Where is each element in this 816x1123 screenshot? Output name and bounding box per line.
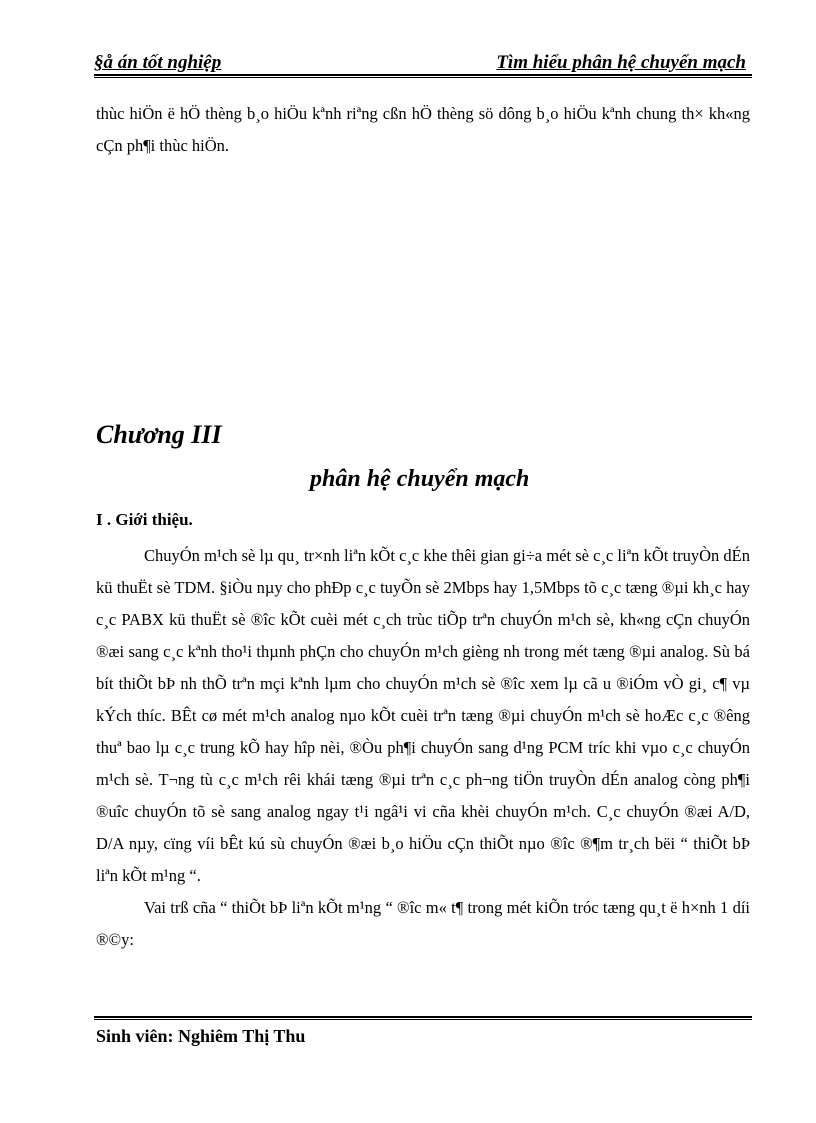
page-header [94,52,752,76]
body-paragraph-1: ChuyÓn m¹ch sè lµ qu¸ tr×nh liªn kÕt c¸c khe thêi gian gi÷a mét sè c¸c liªn kÕt truyÒn dÉn kü thuËt sè TDM. §iÒu nµy cho phÐp c¸c tuyÕn sè 2Mbps hay 1,5Mbps tõ c¸c tæng ®µi kh¸c hay c¸c PABX kü thuËt sè ®îc kÕt cuèi mét c¸ch trùc tiÕp trªn chuyÓn m¹ch sè, kh«ng cÇn chuyÓn ®æi sang c¸c kªnh tho¹i thµnh phÇn cho chuyÓn m¹ch gièng nh trong mét tæng ®µi analog. Sù bá bít thiÕt bÞ nh thÕ trªn mçi kªnh lµm cho chuyÓn m¹ch sè ®îc xem lµ cã u ®iÓm vÒ gi¸ c¶ vµ kÝch thíc. BÊt cø mét m¹ch analog nµo kÕt cuèi trªn tæng ®µi chuyÓn m¹ch sè hoÆc c¸c ®êng thuª bao lµ c¸c trung kÕ hay hîp nèi, ®Òu ph¶i chuyÓn sang d¹ng PCM tríc khi vµo c¸c chuyÓn m¹ch sè. T¬ng tù c¸c m¹ch rêi khái tæng ®µi trªn c¸c ph¬ng tiÖn truyÒn dÉn analog còng ph¶i ®uîc chuyÓn tõ sè sang analog ngay t¹i ngâ¹i vi cña khèi chuyÓn m¹ch. C¸c chuyÓn ®æi A/D, D/A nµy, cïng víi bÊt kú sù chuyÓn ®æi b¸o hiÖu cÇn thiÕt nµo ®îc ®¶m tr¸ch bëi “ thiÕt bÞ liªn kÕt m¹ng “. [96,546,750,885]
header-topic-title: Tìm hiểu phân hệ chuyển mạch [496,52,746,73]
footer-student-name: Sinh viên: Nghiêm Thị Thu [96,1026,306,1046]
header-divider [94,74,752,78]
chapter-title: Chương III [96,420,222,449]
section-heading: I . Giới thiệu. [96,510,193,529]
header-thesis-title: §å án tốt nghiệp [94,52,222,73]
section-body [96,540,750,956]
intro-paragraph: thùc hiÖn ë hÖ thèng b¸o hiÖu kªnh riªng cßn hÖ thèng sö dông b¸o hiÖu kªnh chung th× kh«ng cÇn ph¶i thùc hiÖn. [96,104,750,155]
chapter-subtitle: phân hệ chuyển mạch [310,466,530,492]
footer-divider [94,1016,752,1020]
body-paragraph-2: Vai trß cña “ thiÕt bÞ liªn kÕt m¹ng “ ®îc m« t¶ trong mét kiÕn tróc tæng qu¸t ë h×nh 1 díi ®©y: [96,898,750,949]
intro-text-block [96,98,750,162]
